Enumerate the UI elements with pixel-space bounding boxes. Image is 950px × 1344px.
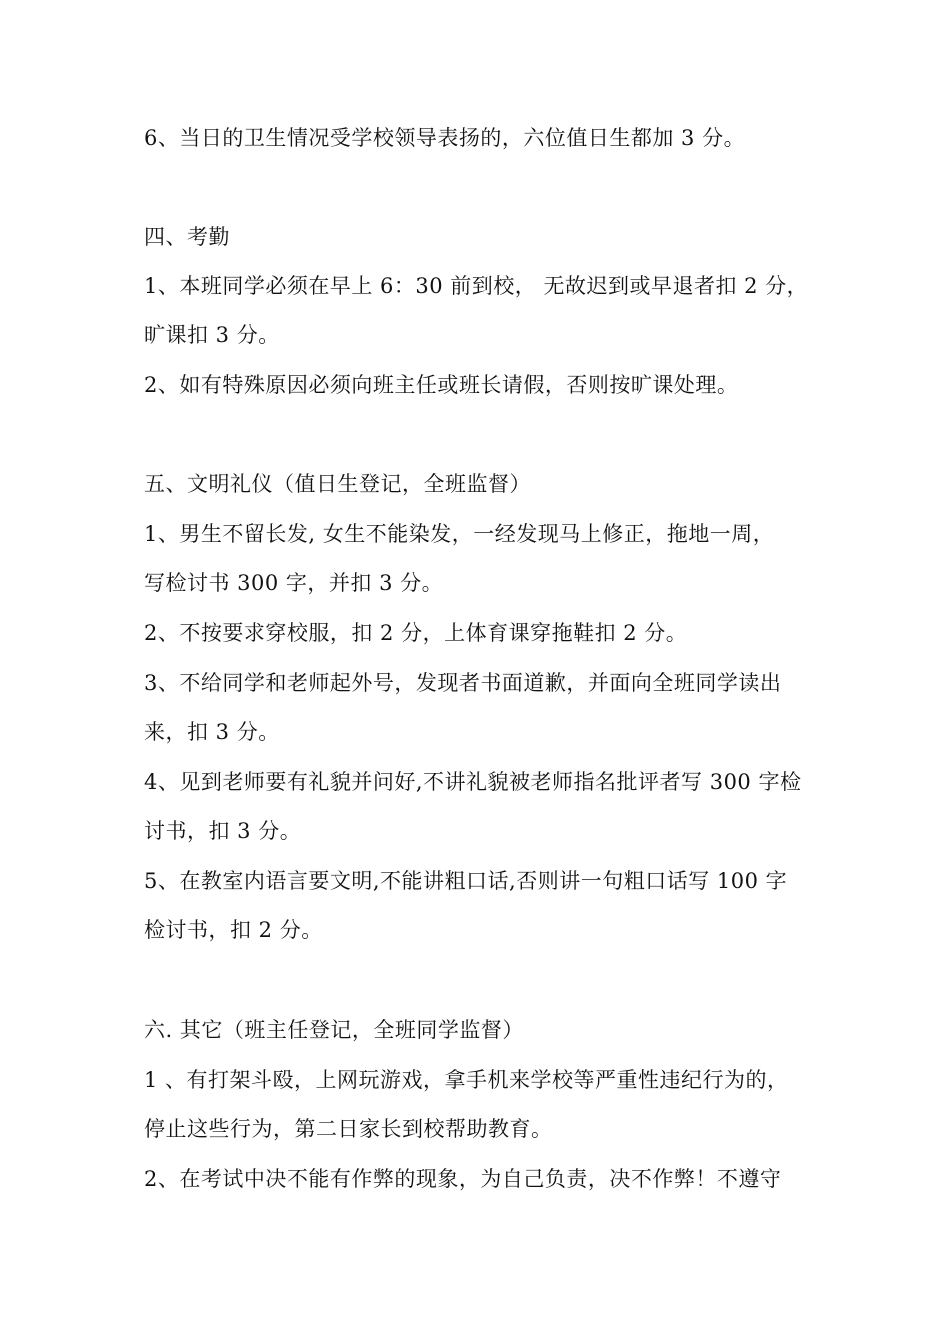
rule-etiquette-4-line-1: 4、见到老师要有礼貌并问好,不讲礼貌被老师指名批评者写 300 字检 xyxy=(144,770,802,794)
rule-etiquette-1-line-1: 1、男生不留长发, 女生不能染发，一经发现马上修正，拖地一周， xyxy=(144,522,775,546)
rule-other-1-line-2: 停止这些行为，第二日家长到校帮助教育。 xyxy=(144,1117,553,1141)
rule-attendance-1-line-1: 1、本班同学必须在早上 6：30 前到校， 无故迟到或早退者扣 2 分， xyxy=(144,274,809,298)
rule-other-2-line-1: 2、在考试中决不能有作弊的现象，为自己负责，决不作弊！不遵守 xyxy=(144,1167,782,1191)
rule-etiquette-3-line-1: 3、不给同学和老师起外号，发现者书面道歉，并面向全班同学读出 xyxy=(144,671,782,695)
section-heading-other: 六. 其它（班主任登记，全班同学监督） xyxy=(144,1018,524,1042)
rule-etiquette-5-line-1: 5、在教室内语言要文明,不能讲粗口话,否则讲一句粗口话写 100 字 xyxy=(144,869,788,893)
rule-duty-6: 6、当日的卫生情况受学校领导表扬的，六位值日生都加 3 分。 xyxy=(144,126,746,150)
rule-etiquette-4-line-2: 讨书，扣 3 分。 xyxy=(144,819,302,843)
rule-etiquette-5-line-2: 检讨书，扣 2 分。 xyxy=(144,918,323,942)
section-heading-attendance: 四、考勤 xyxy=(144,225,230,249)
section-heading-etiquette: 五、文明礼仪（值日生登记，全班监督） xyxy=(144,472,531,496)
rule-etiquette-2: 2、不按要求穿校服，扣 2 分，上体育课穿拖鞋扣 2 分。 xyxy=(144,621,688,645)
rule-attendance-1-line-2: 旷课扣 3 分。 xyxy=(144,323,280,347)
rule-etiquette-3-line-2: 来，扣 3 分。 xyxy=(144,720,280,744)
rule-attendance-2: 2、如有特殊原因必须向班主任或班长请假，否则按旷课处理。 xyxy=(144,373,739,397)
rule-etiquette-1-line-2: 写检讨书 300 字，并扣 3 分。 xyxy=(144,571,444,595)
rule-other-1-line-1: 1 、有打架斗殴，上网玩游戏，拿手机来学校等严重性违纪行为的， xyxy=(144,1068,789,1092)
